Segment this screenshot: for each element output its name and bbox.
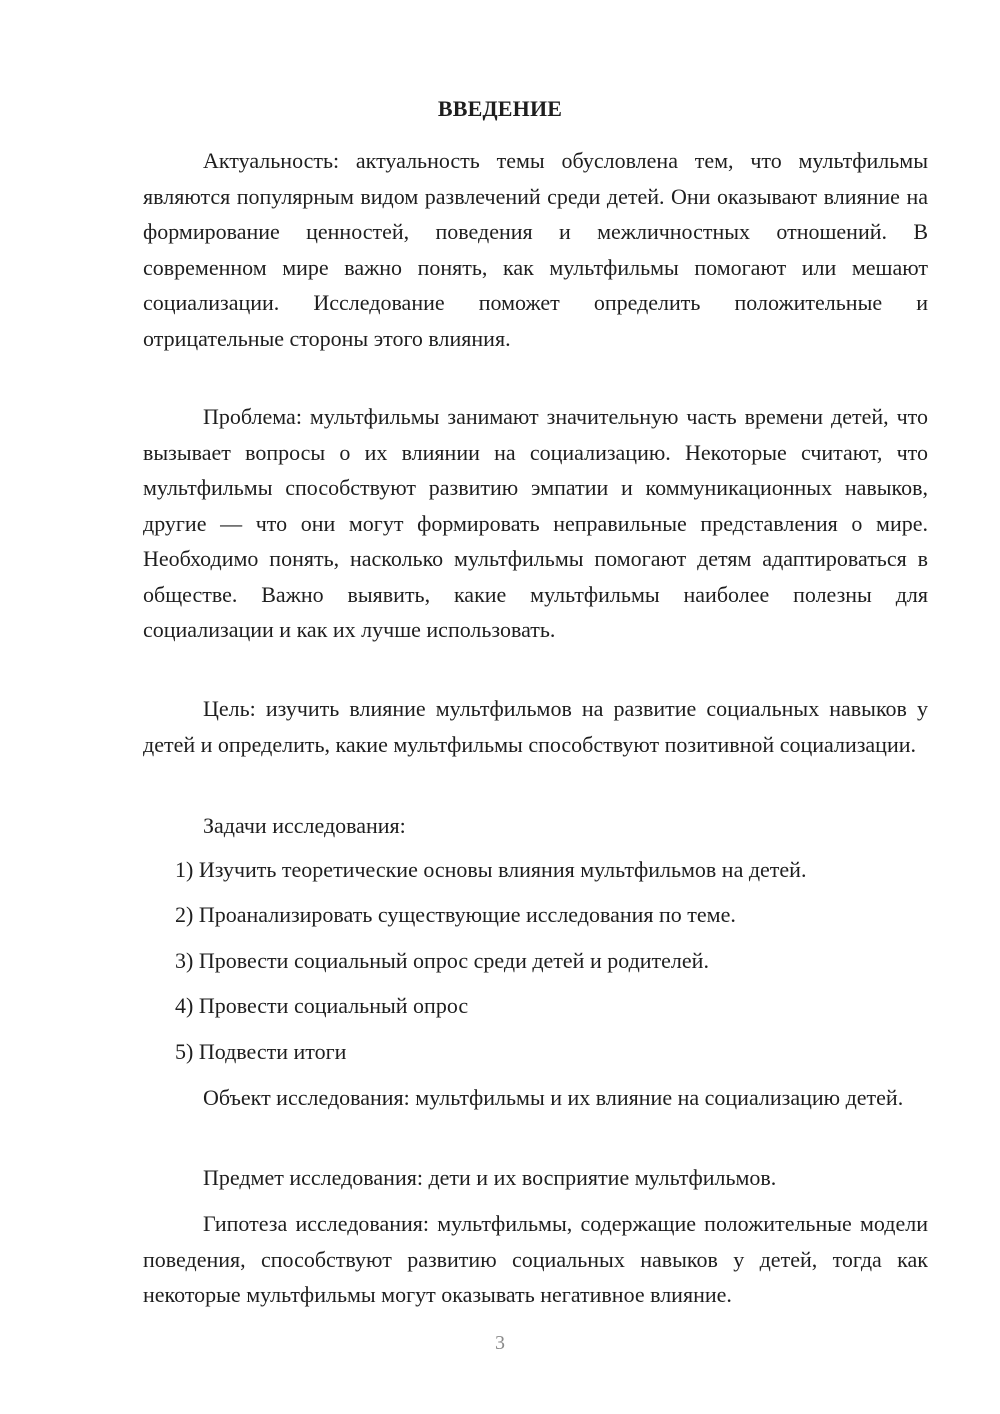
object-paragraph: Объект исследования: мультфильмы и их влияние на социализацию детей. [203, 1085, 904, 1110]
section-title: ВВЕДЕНИЕ [437, 96, 563, 121]
task-item-1: 1) Изучить теоретические основы влияния мультфильмов на детей. [175, 857, 807, 882]
goal-paragraph: Цель: изучить влияние мультфильмов на развитие социальных навыков у детей и определить, какие мультфильмы способствуют позитивной социализации. [143, 696, 928, 757]
task-item-5: 5) Подвести итоги [175, 1039, 347, 1064]
task-item-4: 4) Провести социальный опрос [175, 993, 469, 1018]
tasks-heading: Задачи исследования: [203, 813, 406, 838]
task-item-3: 3) Провести социальный опрос среди детей и родителей. [175, 948, 709, 973]
subject-paragraph: Предмет исследования: дети и их восприятие мультфильмов. [203, 1165, 777, 1190]
page-number: 3 [495, 1332, 505, 1354]
relevance-paragraph: Актуальность: актуальность темы обусловлена тем, что мультфильмы являются популярным видом развлечений среди детей. Они оказывают влияние на формирование ценностей, поведения и межличностных отношений. В современном мире важно понять, как мультфильмы помогают или мешают социализации. Исследование поможет определить положительные и отрицательные стороны этого влияния. [143, 148, 928, 351]
task-item-2: 2) Проанализировать существующие исследования по теме. [175, 902, 736, 927]
hypothesis-paragraph: Гипотеза исследования: мультфильмы, содержащие положительные модели поведения, способствуют развитию социальных навыков у детей, тогда как некоторые мультфильмы могут оказывать негативное влияние. [143, 1211, 928, 1307]
problem-paragraph: Проблема: мультфильмы занимают значительную часть времени детей, что вызывает вопросы о их влиянии на социализацию. Некоторые считают, что мультфильмы способствуют развитию эмпатии и коммуникационных навыков, другие — что они могут формировать неправильные представления о мире. Необходимо понять, насколько мультфильмы помогают детям адаптироваться в обществе. Важно выявить, какие мультфильмы наиболее полезны для социализации и как их лучше использовать. [143, 404, 928, 642]
